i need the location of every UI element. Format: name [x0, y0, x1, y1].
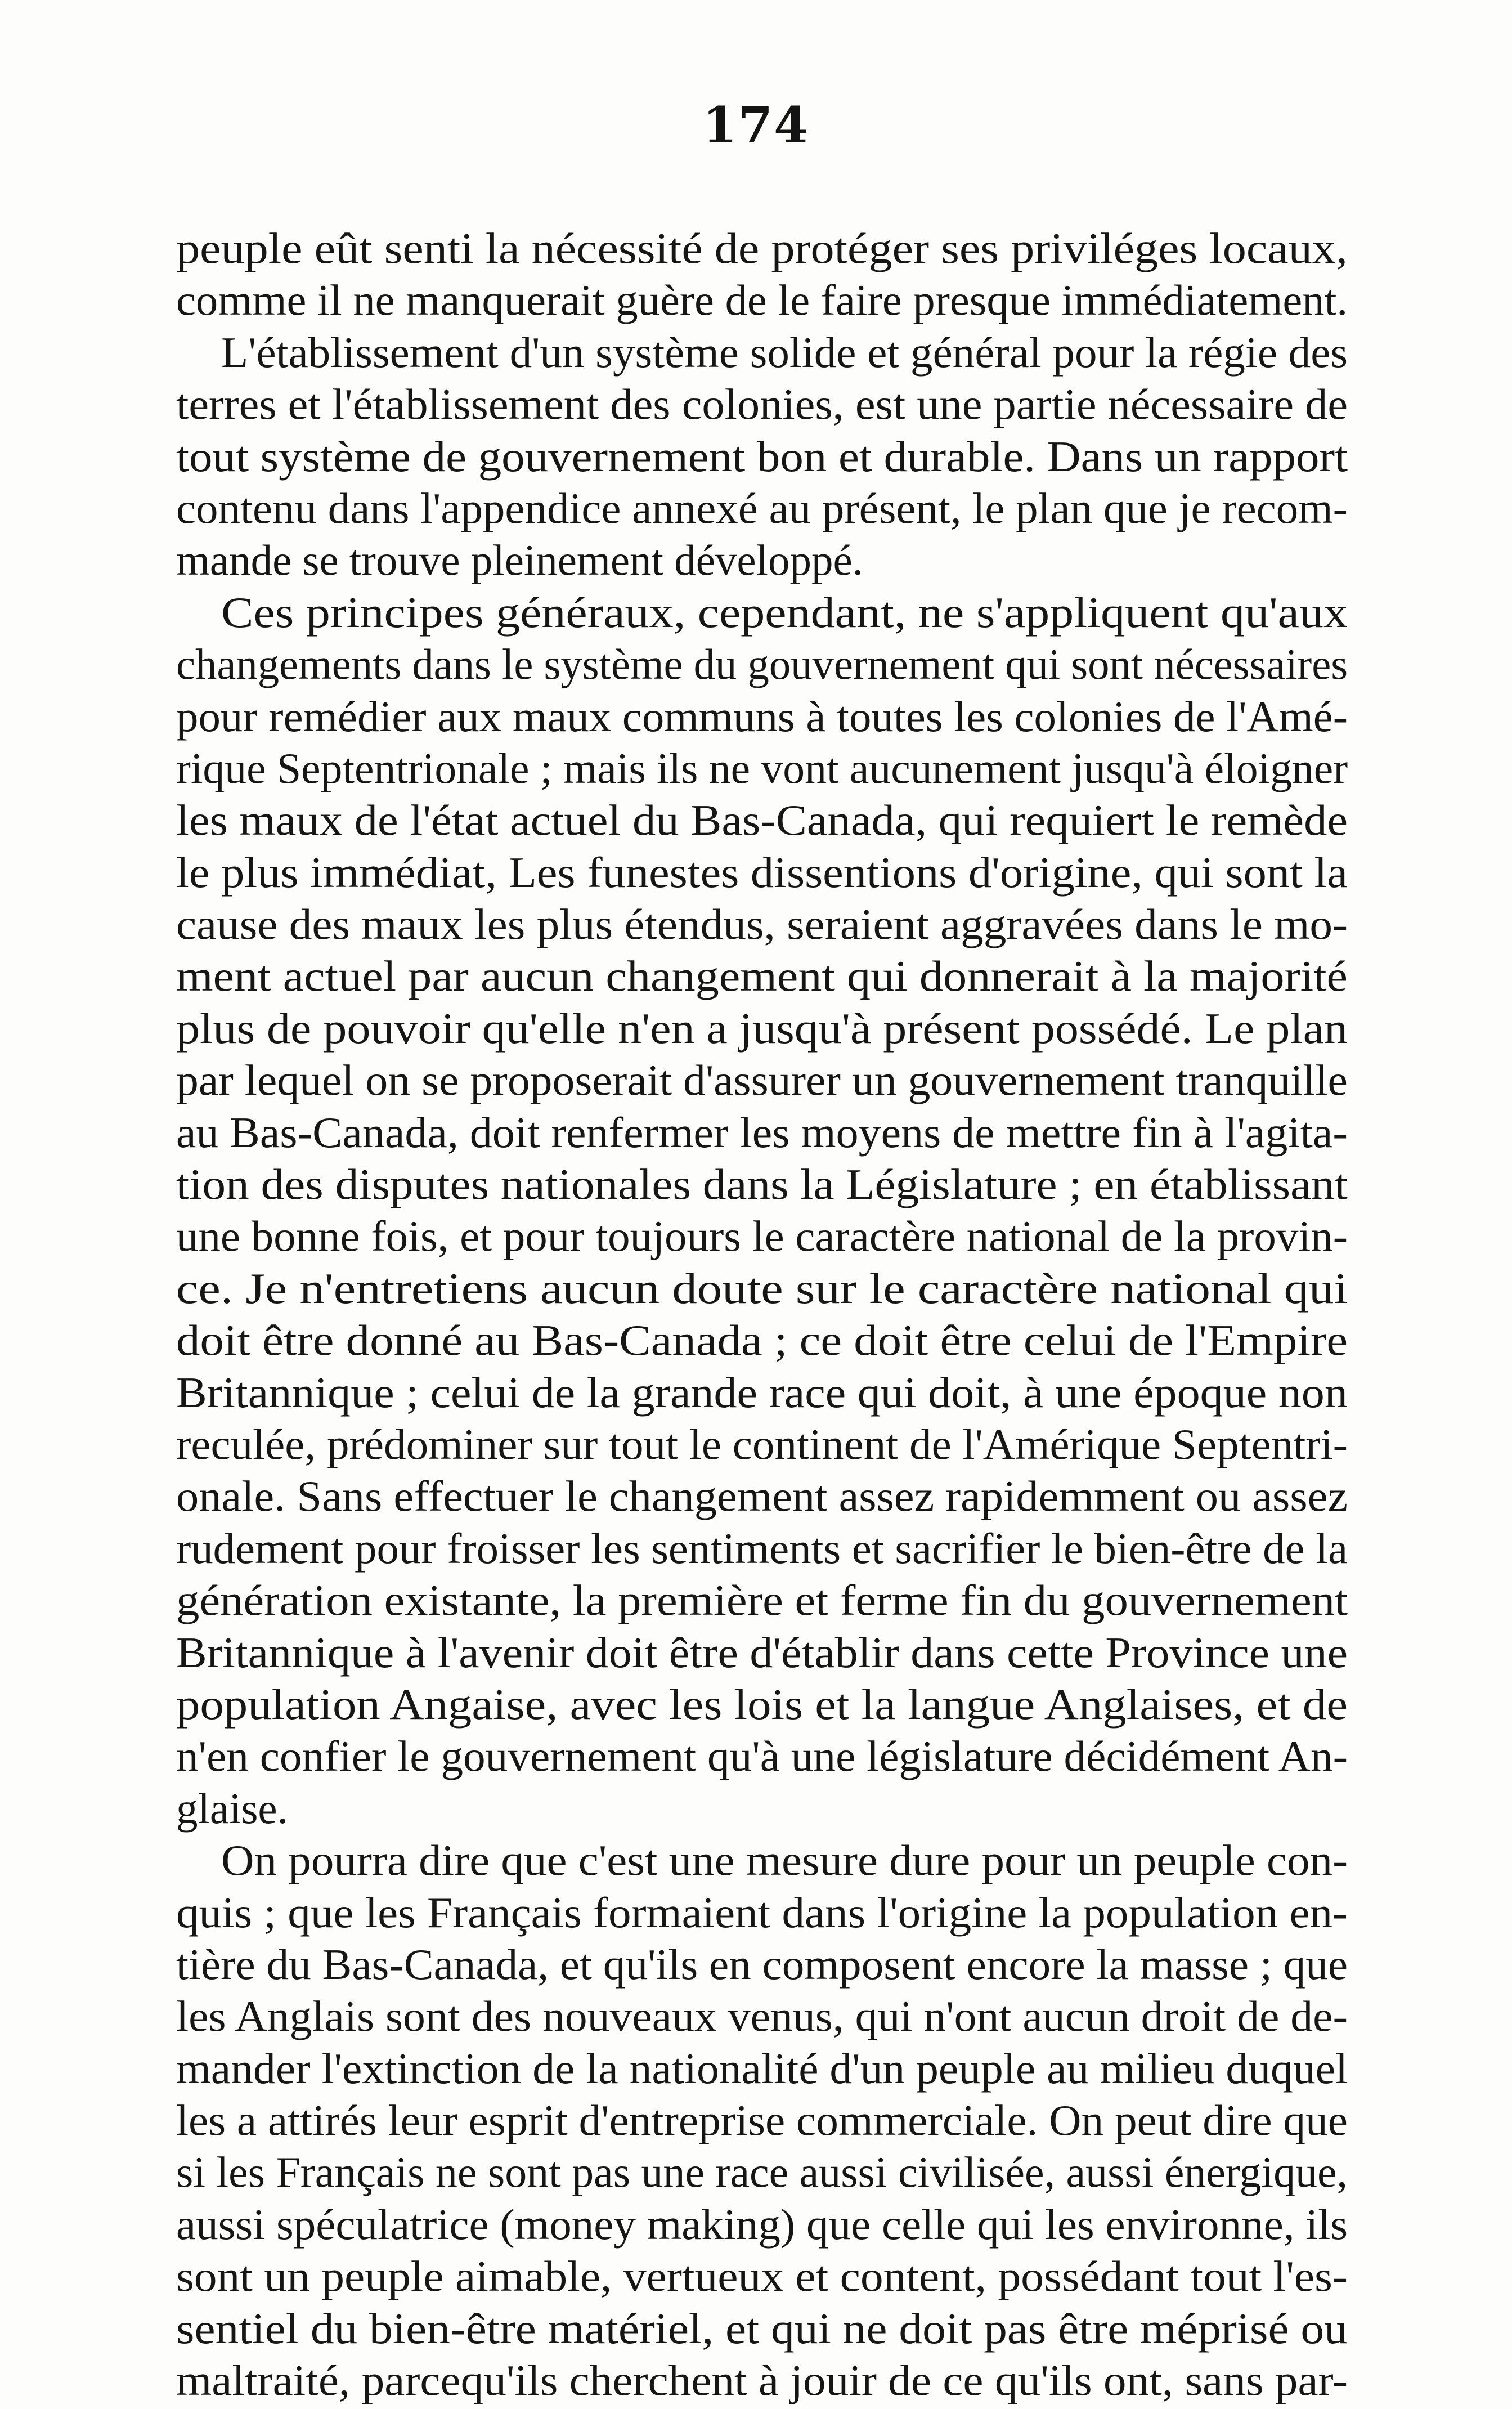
text-line [176, 1730, 1348, 1782]
text-line-content: onale. Sans effectuer le changement assez rapidemment ou assez [176, 1472, 1348, 1521]
page-number: 174 [702, 96, 810, 154]
text-line-content: maltraité, parcequ'ils cherchent à jouir de ce qu'ils ont, sans par- [176, 2356, 1348, 2405]
text-line-content: mande se trouve pleinement développé. [176, 536, 863, 585]
text-line-content: doit être donné au Bas-Canada ; ce doit être celui de l'Empire [176, 1316, 1348, 1365]
text-line [176, 326, 1348, 378]
text-line-content: peuple eût senti la nécessité de protéger ses priviléges locaux, [176, 224, 1348, 272]
text-line [176, 1574, 1348, 1626]
text-line [176, 222, 1348, 274]
text-line-content: Britannique à l'avenir doit être d'établir dans cette Province une [176, 1628, 1348, 1677]
text-line-content: sentiel du bien-être matériel, et qui ne doit pas être méprisé ou [176, 2304, 1348, 2353]
text-line [176, 1054, 1348, 1106]
text-line [176, 2198, 1348, 2250]
text-line [176, 1002, 1348, 1054]
text-line [176, 2250, 1348, 2302]
text-line-content: tion des disputes nationales dans la Législature ; en établissant [176, 1160, 1348, 1209]
text-line-content: les a attirés leur esprit d'entreprise commerciale. On peut dire que [176, 2096, 1348, 2145]
text-line-content: cause des maux les plus étendus, seraient aggravées dans le mo- [176, 900, 1348, 949]
text-line [176, 691, 1348, 742]
text-line [176, 1938, 1348, 1990]
text-line-content: reculée, prédominer sur tout le continent de l'Amérique Septentri- [176, 1420, 1348, 1468]
text-line [176, 482, 1348, 534]
text-line-content: L'établissement d'un système solide et général pour la régie des [221, 328, 1348, 377]
text-line [176, 431, 1348, 482]
text-line-content: changements dans le système du gouvernement qui sont nécessaires [176, 640, 1348, 689]
text-line-content: contenu dans l'appendice annexé au présent, le plan que je recom- [176, 483, 1348, 532]
text-line-content: rudement pour froisser les sentiments et sacrifier le bien-être de la [176, 1524, 1348, 1573]
text-line-content: une bonne fois, et pour toujours le caractère national de la provin- [176, 1212, 1348, 1261]
text-line-content: pour remédier aux maux communs à toutes les colonies de l'Amé- [176, 692, 1348, 741]
text-line [176, 1887, 1348, 1938]
text-line [176, 1158, 1348, 1210]
text-line-content: si les Français ne sont pas une race aussi civilisée, aussi énergique, [176, 2148, 1348, 2197]
text-line-content: Britannique ; celui de la grande race qui doit, à une époque non [176, 1368, 1348, 1417]
text-line-content: ment actuel par aucun changement qui donnerait à la majorité [176, 952, 1348, 1001]
text-line [176, 898, 1348, 950]
text-line [176, 378, 1348, 430]
text-line [176, 534, 1348, 586]
text-line [176, 1783, 1348, 1834]
text-line [176, 847, 1348, 898]
text-line-content: glaise. [176, 1784, 288, 1833]
text-line [176, 950, 1348, 1002]
text-line [176, 1627, 1348, 1678]
text-line-content: mander l'extinction de la nationalité d'un peuple au milieu duquel [176, 2044, 1348, 2093]
text-line-content: les Anglais sont des nouveaux venus, qui n'ont aucun droit de de- [176, 1992, 1348, 2041]
text-line-content: On pourra dire que c'est une mesure dure pour un peuple con- [221, 1836, 1348, 1885]
text-line [176, 742, 1348, 794]
text-line [176, 1314, 1348, 1366]
text-line [176, 2146, 1348, 2198]
body-text [176, 222, 1348, 2406]
text-line [176, 1210, 1348, 1262]
text-line-content: tière du Bas-Canada, et qu'ils en composent encore la masse ; que [176, 1940, 1348, 1989]
text-line-content: tout système de gouvernement bon et durable. Dans un rapport [176, 432, 1348, 481]
text-line [176, 1523, 1348, 1574]
text-line-content: population Angaise, avec les lois et la langue Anglaises, et de [176, 1680, 1348, 1729]
text-line-content: comme il ne manquerait guère de le faire presque immédiatement. [176, 276, 1348, 325]
text-line-content: terres et l'établissement des colonies, est une partie nécessaire de [176, 380, 1348, 429]
text-line [176, 2303, 1348, 2354]
text-line [176, 2094, 1348, 2146]
text-line-content: Ces principes généraux, cependant, ne s'appliquent qu'aux [221, 588, 1348, 637]
text-line-content: aussi spéculatrice (money making) que celle qui les environne, ils [176, 2200, 1348, 2249]
text-line [176, 638, 1348, 690]
text-line-content: le plus immédiat, Les funestes dissentions d'origine, qui sont la [176, 848, 1348, 897]
text-line-content: n'en confier le gouvernement qu'à une législature décidément An- [176, 1732, 1348, 1781]
text-line-content: sont un peuple aimable, vertueux et content, possédant tout l'es- [176, 2252, 1348, 2301]
text-line-content: rique Septentrionale ; mais ils ne vont aucunement jusqu'à éloigner [176, 744, 1348, 792]
text-line [176, 1367, 1348, 1418]
text-line [176, 2043, 1348, 2094]
text-line [176, 1418, 1348, 1470]
text-line [176, 274, 1348, 326]
text-line [176, 1470, 1348, 1522]
text-line-content: quis ; que les Français formaient dans l'origine la population en- [176, 1888, 1348, 1937]
text-line-content: au Bas-Canada, doit renfermer les moyens de mettre fin à l'agita- [176, 1108, 1348, 1157]
text-line-content: ce. Je n'entretiens aucun doute sur le caractère national qui [176, 1264, 1348, 1313]
text-line-content: plus de pouvoir qu'elle n'en a jusqu'à présent possédé. Le plan [176, 1004, 1348, 1053]
text-line [176, 1107, 1348, 1158]
text-line [176, 586, 1348, 638]
text-line-content: génération existante, la première et ferme fin du gouvernement [176, 1576, 1348, 1625]
text-line [176, 794, 1348, 846]
text-line [176, 1678, 1348, 1730]
text-line [176, 1990, 1348, 2042]
text-line [176, 2354, 1348, 2406]
text-line [176, 1262, 1348, 1314]
text-line [176, 1834, 1348, 1886]
text-line-content: les maux de l'état actuel du Bas-Canada, qui requiert le remède [176, 796, 1348, 845]
text-line-content: par lequel on se proposerait d'assurer un gouvernement tranquille [176, 1056, 1348, 1105]
